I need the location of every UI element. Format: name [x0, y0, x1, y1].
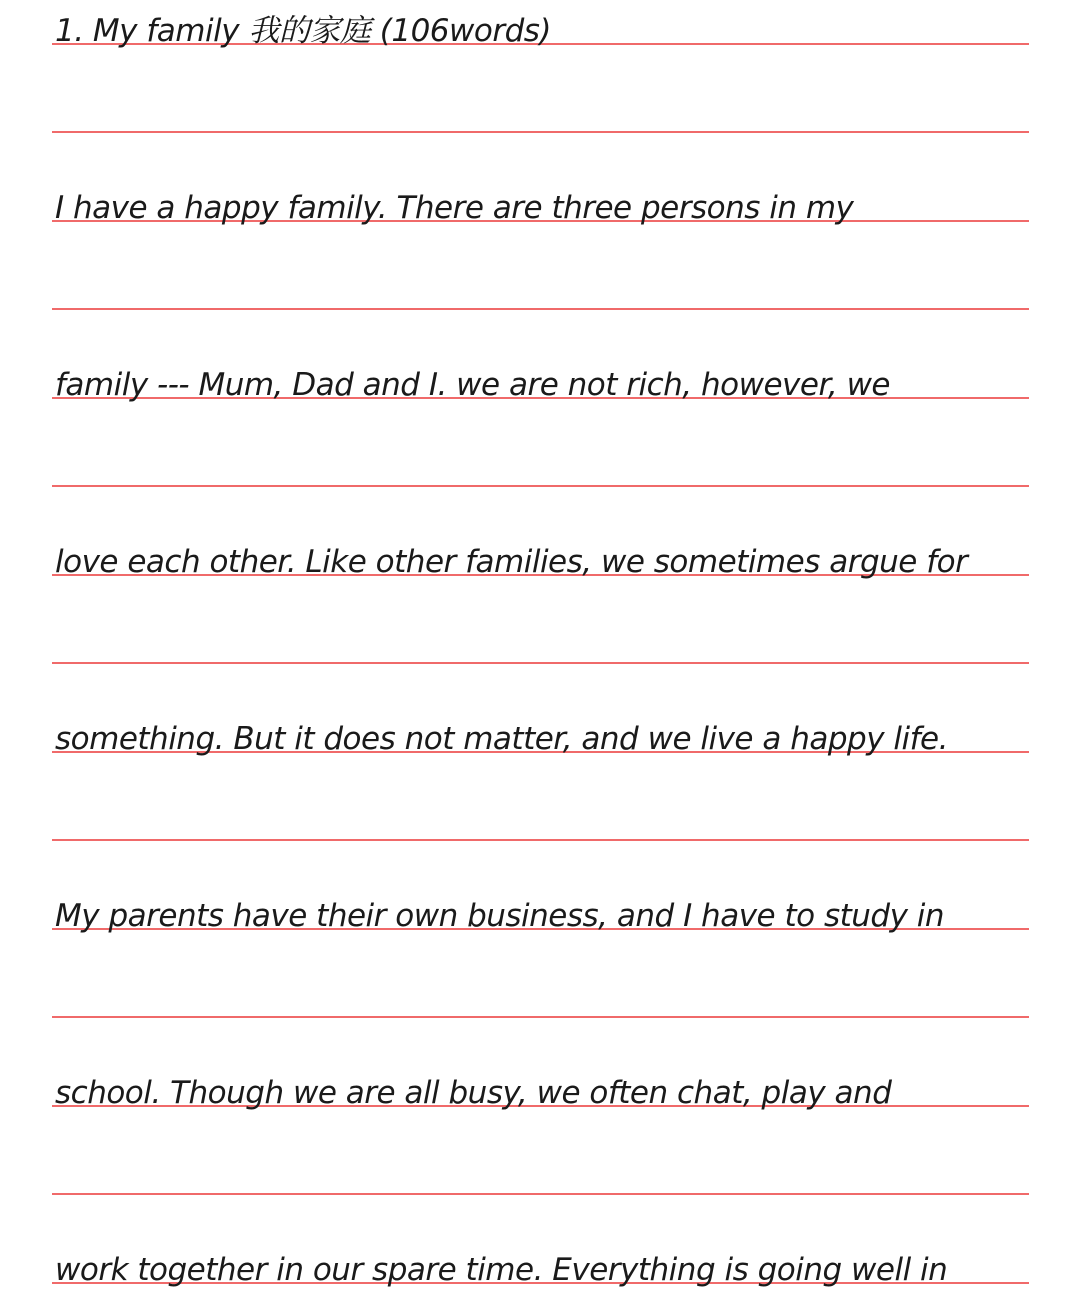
ruled-line [52, 308, 1029, 310]
ruled-line [52, 485, 1029, 487]
essay-line: school. Though we are all busy, we often chat, play and [55, 1075, 892, 1111]
essay-line: I have a happy family. There are three persons in my [55, 190, 854, 226]
essay-line: work together in our spare time. Everything is going well in [55, 1252, 948, 1288]
ruled-line [52, 839, 1029, 841]
essay-line: My parents have their own business, and I have to study in [55, 898, 945, 934]
essay-line: something. But it does not matter, and we live a happy life. [55, 721, 948, 757]
essay-line: love each other. Like other families, we sometimes argue for [55, 544, 968, 580]
essay-title: 1. My family 我的家庭 (106words) [55, 13, 552, 49]
ruled-line [52, 1193, 1029, 1195]
ruled-line [52, 1016, 1029, 1018]
essay-line: family --- Mum, Dad and I. we are not rich, however, we [55, 367, 890, 403]
ruled-line [52, 662, 1029, 664]
ruled-line [52, 131, 1029, 133]
